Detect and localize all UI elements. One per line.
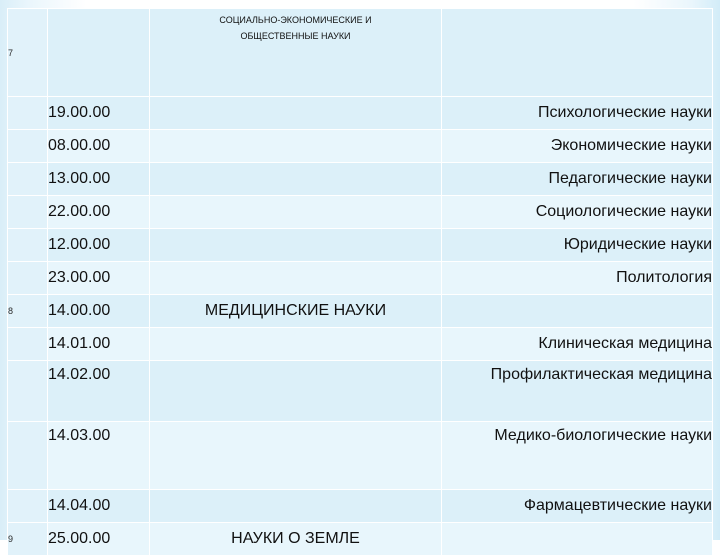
row-field <box>150 361 442 422</box>
row-code: 25.00.00 <box>48 523 150 556</box>
section-title <box>150 9 442 97</box>
table-row <box>8 490 713 523</box>
table-header-row <box>8 9 713 97</box>
row-code: 08.00.00 <box>48 130 150 163</box>
row-field <box>150 196 442 229</box>
row-number <box>8 130 48 163</box>
row-subfield: Профилактическая медицина <box>442 361 713 422</box>
row-number <box>8 97 48 130</box>
row-code: 19.00.00 <box>48 97 150 130</box>
row-subfield: Фармацевтические науки <box>442 490 713 523</box>
section-title-line1: СОЦИАЛЬНО-ЭКОНОМИЧЕСКИЕ И <box>219 15 372 25</box>
row-field <box>150 490 442 523</box>
row-field <box>150 328 442 361</box>
table-row <box>8 422 713 490</box>
section-number: 7 <box>8 9 48 97</box>
row-code: 14.01.00 <box>48 328 150 361</box>
row-number <box>8 262 48 295</box>
row-number <box>8 196 48 229</box>
science-codes-table <box>7 8 713 556</box>
row-number: 9 <box>8 523 48 556</box>
table-row <box>8 130 713 163</box>
table-row <box>8 229 713 262</box>
table-row <box>8 328 713 361</box>
row-number <box>8 490 48 523</box>
row-number <box>8 328 48 361</box>
row-number <box>8 361 48 422</box>
row-field <box>150 130 442 163</box>
row-field: НАУКИ О ЗЕМЛЕ <box>150 523 442 556</box>
row-field: МЕДИЦИНСКИЕ НАУКИ <box>150 295 442 328</box>
table-row <box>8 361 713 422</box>
row-code: 14.00.00 <box>48 295 150 328</box>
row-field <box>150 163 442 196</box>
row-code: 23.00.00 <box>48 262 150 295</box>
row-subfield: Юридические науки <box>442 229 713 262</box>
section-title-line2: ОБЩЕСТВЕННЫЕ НАУКИ <box>240 31 351 41</box>
row-code: 14.02.00 <box>48 361 150 422</box>
row-code: 14.04.00 <box>48 490 150 523</box>
row-field <box>150 422 442 490</box>
row-subfield <box>442 523 713 556</box>
row-number: 8 <box>8 295 48 328</box>
row-subfield: Педагогические науки <box>442 163 713 196</box>
row-code: 13.00.00 <box>48 163 150 196</box>
row-subfield: Социологические науки <box>442 196 713 229</box>
header-sub-cell <box>442 9 713 97</box>
table-row <box>8 163 713 196</box>
row-subfield: Психологические науки <box>442 97 713 130</box>
row-subfield <box>442 295 713 328</box>
row-number <box>8 422 48 490</box>
row-field <box>150 97 442 130</box>
row-subfield: Политология <box>442 262 713 295</box>
header-code-cell <box>48 9 150 97</box>
row-subfield: Клиническая медицина <box>442 328 713 361</box>
row-number <box>8 163 48 196</box>
row-code: 14.03.00 <box>48 422 150 490</box>
row-field <box>150 262 442 295</box>
row-subfield: Экономические науки <box>442 130 713 163</box>
table-row <box>8 97 713 130</box>
table-row <box>8 523 713 556</box>
row-field <box>150 229 442 262</box>
row-subfield: Медико-биологические науки <box>442 422 713 490</box>
table-row <box>8 196 713 229</box>
table-row <box>8 262 713 295</box>
row-code: 12.00.00 <box>48 229 150 262</box>
row-code: 22.00.00 <box>48 196 150 229</box>
row-number <box>8 229 48 262</box>
table-row <box>8 295 713 328</box>
